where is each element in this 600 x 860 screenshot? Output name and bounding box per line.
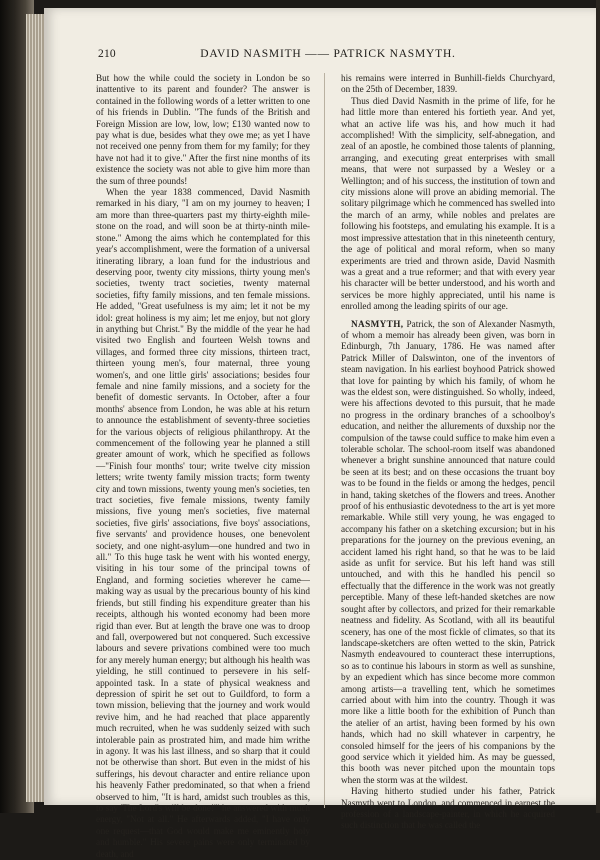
paragraph: When the year 1838 commenced, David Nasmith remarked in his diary, "I am on my journey to heaven; I am more than three-quarters past my thirty-eighth mile-stone on the road, and will soon be at thirty-ninth mile-stone." Among the aims which he contemplated for this year's accomplishment, were the formation of a universal itinerating library, a loan fund for the industrious and deserving poor, twenty city missions, thirty young men's societies, twenty tract societies, twenty maternal societies, fifty family missions, and ten female missions. He added, "Great usefulness is my aim; let it not be my idol: great holiness is my aim; let me enjoy, but not glory in anything but Christ." By the middle of the year he had visited two English and fourteen Welsh towns and villages, and formed three city missions, thirteen tract, thirteen young men's, four maternal, three young women's, and one little girls' associations; besides four female and nine family missions, and a society for the benefit of domestic servants. In October, after a four months' absence from London, he was able at his return to announce the establishment of seventy-three societies for the various objects of religious philanthropy. At the commencement of the following year he planned a still greater amount of work, which he specified as follows—"Finish four months' tour; write twelve city mission letters; write twenty family mission tracts; form twenty city and town missions, twenty young men's societies, ten tract societies, five female missions, twenty family missions, five young men's societies, five maternal societies, five girls' associations, five boys' associations, five servants' and providence houses, one benevolent society, and one night-asylum—one hundred and two in all." To this huge task he went with his wonted energy, visiting in his tour some of the principal towns of England, and forming societies wherever he came—making way as usual by the precarious bounty of his kind friends, but still finding his expenditure greater than his receipts, although his wonted economy had been more rigid than ever. But at length the brave one was to droop and fall, overpowered but not conquered. Such excessive labours and severe privations combined were too much for any merely human energy; but although his health was yielding, he still continued to persevere in his self-appointed task. In a state of physical weakness and depression of spirit he set out to Guildford, to form a town mission, believing that the journey and work would revive him, and he had reached that place apparently much recruited, when he was suddenly seized with such intolerable pain as prostrated him, and made him writhe in agony. It was his last illness, and so sharp that it could not be otherwise than short. But even in the midst of his sufferings, his devout character and entire reliance upon his heavenly Father predominated, so that when a friend observed to him, "It is hard, amidst such troubles as this, to say 'The Lord's will be done!'" he answered with much energy, "Not at all." He afterwards added, "I have only one request—that God would make me eminently holy and humble." His severe pains were only terminated by death, and xyxy=(96,187,310,859)
entry-name: NASMYTH, xyxy=(351,318,404,329)
paragraph: Thus died David Nasmith in the prime of life, for he had little more than entered his fortieth year. And yet, what an active life was his, and how much it had accomplished! With the simplicity, self-abnegation, and zeal of an apostle, he combined those talents of planning, arranging, and executing great enterprises with small means, that were not surpassed by a Wesley or a Wellington; and of his success, the institution of town and city missions alone will prove an abiding memorial. The solitary pilgrimage which he commenced has swelled into the march of an army, while nobles and prelates are following his footsteps, and emulating his example. It is a most impressive attestation that in this nineteenth century, the age of political and moral reform, when so many experiments are tried and thrown aside, David Nasmith was a great and a true reformer; and that with every year his character will be better understood, and his worth and services be more highly appreciated, until his name is enrolled among the leading spirits of our age. xyxy=(341,95,555,312)
paragraph: But how the while could the society in London be so inattentive to its parent and founder? The answer is contained in the following words of a letter written to one of his friends in Dublin. "The funds of the British and Foreign Mission are low, low, low; £130 wanted now to pay what is due, besides what they owe me; as yet I have not received one penny from them for my family; for they have not had it to give." After the first nine months of its existence the society was not able to give him more than the sum of three pounds! xyxy=(96,73,310,186)
page-number: 210 xyxy=(98,48,116,60)
faded-marking xyxy=(494,716,534,722)
entry-text: Patrick, the son of Alexander Nasmyth, of whom a memoir has already been given, was born in Edinburgh, 7th January, 1786. He was named after Patrick Miller of Dalswinton, one of the inventors of steam navigation. In his earliest boyhood Patrick showed that love for painting by which his family, of whom he was the eldest son, were distinguished. So wholly, indeed, were his affections devoted to this pursuit, that he made no progress in the ordinary branches of a schoolboy's education, and neither the allurements of duxship nor the compulsion of the tawse could suffice to make him even a tolerable scholar. The school-room itself was abandoned whenever a bright sunshine announced that nature could be seen at its best; and on these occasions the truant boy was to be found in the fields or among the hedges, pencil in hand, taking sketches of the flowers and trees. Another proof of his enthusiastic devotedness to the art is yet more remarkable. While still very young, he was engaged to accompany his father on a sketching excursion; but in his preparations for the journey on the previous evening, an accident lamed his right hand, so that he was to be laid aside as unfit for service. But his left hand was still untouched, and with this he handled his pencil so effectually that the difference in the work was not greatly perceptible. Many of these left-handed sketches are now sought after by collectors, and prized for their remarkable neatness and fidelity. As Scotland, with all its beautiful scenery, has one of the most fickle of climates, so that its landscape-sketchers are often wetted to the skin, Patrick Nasmyth endeavoured to counteract these interruptions, so as to continue his labours in storm as well as sunshine, by an expedient which has since become more common among artists—a travelling tent, which he sometimes carried about with him into the country. Though it was more like a little booth for the exhibition of Punch than the atelier of an artist, having been formed by his own hands, which had no skill whatever in carpentry, he consoled himself for the jeers of his companions by the good service which it yielded him. As may be guessed, this booth was never pitched upon the mountain tops when the storm was at the wildest. xyxy=(341,318,556,785)
left-column xyxy=(96,73,310,860)
page-header xyxy=(98,48,558,64)
running-head: DAVID NASMITH —— PATRICK NASMYTH. xyxy=(200,48,456,60)
scan-edge xyxy=(596,0,600,813)
paragraph: Having hitherto studied under his father, Patrick Nasmyth went to London, and commenced in earnest the profession of a landscape-painter, in which he acquired such distinction that he was called the xyxy=(341,786,555,831)
column-rule xyxy=(324,73,325,808)
paragraph: his remains were interred in Bunhill-fields Churchyard, on the 25th of December, 1839. xyxy=(341,73,555,95)
